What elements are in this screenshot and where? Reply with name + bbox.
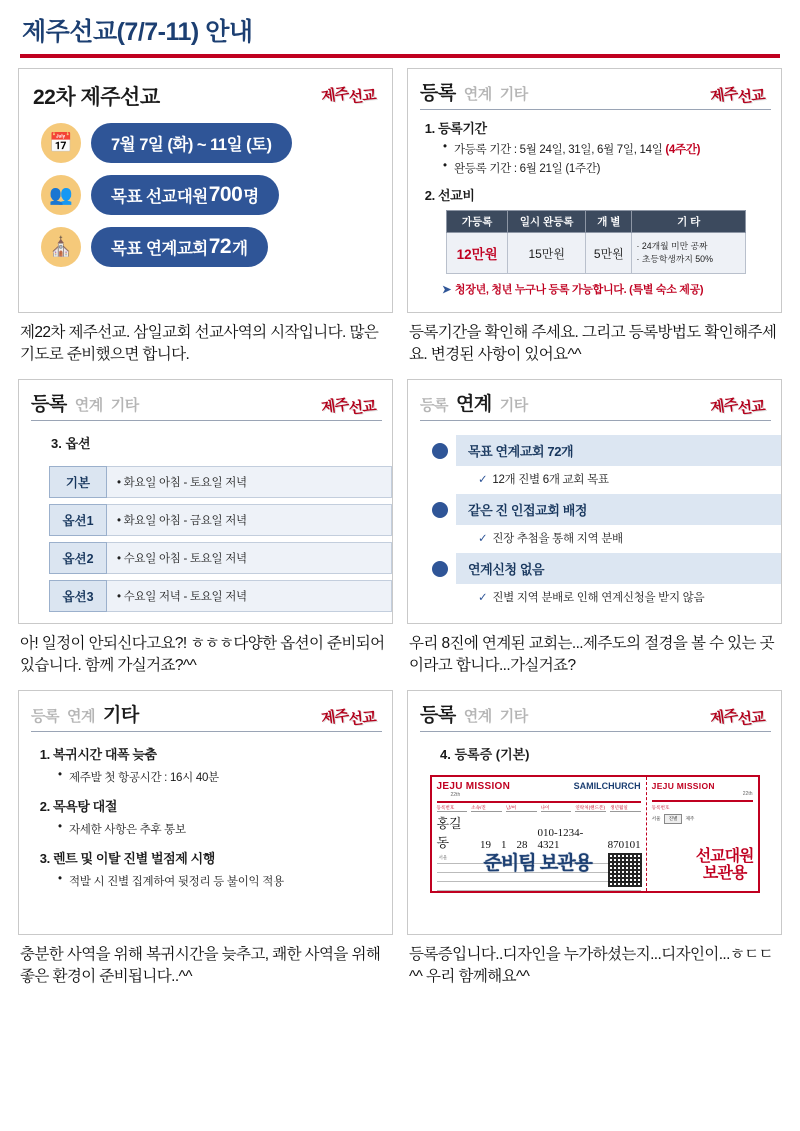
pill-members <box>91 175 279 215</box>
caption-6: 등록증입니다..디자인을 누가하셨는지...디자인이...ㅎㄷㄷ^^ 우리 함께해요^^ <box>409 946 773 985</box>
tab-registration[interactable]: 등록 <box>420 397 448 414</box>
logo-line2: 선교 <box>348 87 377 106</box>
option-key: 옵션2 <box>49 542 107 574</box>
option-value: • 화요일 아침 - 토요일 저녁 <box>107 466 392 498</box>
etc-list <box>19 744 392 889</box>
head-divider <box>31 731 382 732</box>
pill-members-pre: 목표 선교대원 <box>111 188 208 206</box>
head-divider <box>420 109 771 110</box>
option-row <box>49 466 392 498</box>
linkage-bar: 목표 연계교회 72개 <box>456 435 781 466</box>
page-title: 제주선교(7/7-11) 안내 <box>22 18 253 46</box>
bullet-dot-icon <box>432 443 448 459</box>
tab-linkage[interactable]: 연계 <box>66 708 95 725</box>
option-value: • 수요일 저녁 - 토요일 저녁 <box>107 580 392 612</box>
section-options-title: 3. 옵션 <box>51 436 91 451</box>
tab-registration[interactable]: 등록 <box>31 708 59 725</box>
head-divider <box>420 420 771 421</box>
list-item-period-label: 등록기간 <box>438 121 487 136</box>
card-brand-sub: 22th <box>450 792 461 798</box>
card-brand: JEJU MISSION <box>436 781 511 792</box>
id-card <box>430 775 760 893</box>
list-item: • 자세한 사항은 추후 통보 <box>69 821 392 837</box>
caption-4: 우리 8진에 연계된 교회는...제주도의 절경을 볼 수 있는 곳이라고 합니다...가실거죠? <box>409 635 774 674</box>
list-item: 3. 렌트 및 이탈 진별 벌점제 시행 • 적발 시 진별 집계하여 뒷정리 등 불이익 적용 <box>53 848 392 889</box>
list-item: • 제주발 첫 항공시간 : 16시 40분 <box>69 769 392 785</box>
arrow-icon: ➤ <box>442 284 451 296</box>
caption-2: 등록기간을 확인해 주세요. 그리고 등록방법도 확인해주세요. 변경된 사항이 있어요^^ <box>409 324 777 363</box>
slide-cell-3 <box>18 379 393 686</box>
table-header-row <box>447 211 746 233</box>
list-item: • 완등록 기간 : 6월 21일 (1주간) <box>454 160 781 176</box>
stamp-prep-team: 준비팀 보관용 <box>483 853 592 874</box>
option-key: 기본 <box>49 466 107 498</box>
linkage-sub: ✓ 12개 진별 6개 교회 목표 <box>478 474 609 486</box>
linkage-sub: ✓ 진별 지역 분배로 인해 연계신청을 받지 않음 <box>478 592 705 604</box>
list-item-period <box>438 118 781 176</box>
cell-etc-notes: · 24개월 미만 공짜 · 초등학생까지 50% <box>632 233 746 274</box>
calendar-icon: 📅 <box>41 123 81 163</box>
card-right-label: 등록번호 <box>651 804 670 810</box>
option-row <box>49 504 392 536</box>
card-church: SAMILCHURCH <box>573 781 641 791</box>
jeju-mission-logo-icon: 제주선교 <box>709 396 766 417</box>
slide-cell-1 <box>18 68 393 375</box>
tab-etc[interactable]: 기타 <box>110 397 139 414</box>
id-card-image <box>430 775 760 893</box>
pill-churches-pre: 목표 연계교회 <box>111 240 208 258</box>
cell-full-fee: 15만원 <box>508 233 586 274</box>
tab-registration[interactable]: 등록 <box>420 83 456 104</box>
pill-row-churches <box>41 227 392 267</box>
slide-id-card <box>407 690 782 935</box>
id-card-right <box>647 777 758 891</box>
list-item-fee <box>438 185 781 204</box>
slide5-head <box>19 691 392 727</box>
caption-3: 아! 일정이 안되신다고요?! ㅎㅎㅎ다양한 옵션이 준비되어 있습니다. 함께 가실거죠?^^ <box>20 635 385 674</box>
jeju-mission-logo-icon: 제주선교 <box>709 707 766 728</box>
card-right-chips: 서울 진별 제주 <box>652 814 753 824</box>
fee-note-text: 청장년, 청년 누구나 등록 가능합니다. (특별 숙소 제공) <box>454 284 704 296</box>
tab-etc[interactable]: 기타 <box>499 397 528 414</box>
sublist <box>53 821 392 837</box>
slide2-head <box>408 69 781 105</box>
jeju-mission-logo-icon: 제주선교 <box>320 707 377 728</box>
linkage-row <box>432 553 781 584</box>
slide-cell-6 <box>407 690 782 997</box>
sublist <box>53 873 392 889</box>
slides-grid <box>18 68 782 997</box>
slide4-head <box>408 380 781 416</box>
check-icon: ✓ <box>478 474 488 486</box>
slide1-title: 22차 제주선교 <box>33 86 160 109</box>
linkage-list <box>432 435 781 605</box>
pill-row-date <box>41 123 392 163</box>
option-row <box>49 580 392 612</box>
option-value: • 수요일 아침 - 토요일 저녁 <box>107 542 392 574</box>
jeju-mission-logo-icon <box>312 75 384 109</box>
linkage-bar: 같은 진 인접교회 배정 <box>456 494 781 525</box>
pill-date-label: 7월 7일 (화) ~ 11일 (토) <box>111 136 272 154</box>
list-item: 2. 목욕탕 대절 • 자세한 사항은 추후 통보 <box>53 796 392 837</box>
linkage-row <box>432 435 781 466</box>
option-key: 옵션1 <box>49 504 107 536</box>
card-divider <box>437 801 641 803</box>
list-item-fee-label: 선교비 <box>438 188 475 203</box>
slide-linkage <box>407 379 782 624</box>
id-card-left <box>432 777 647 891</box>
slide-options <box>18 379 393 624</box>
card-grid-lines: 서울 <box>437 855 641 891</box>
card-right-head <box>652 781 753 791</box>
card-handwriting: 홍길동 19 1 28 010-1234-4321 870101 <box>436 815 641 851</box>
card-right-brand-sub: 22th <box>742 791 753 797</box>
tab-etc[interactable]: 기타 <box>102 705 139 726</box>
table-row <box>447 233 746 274</box>
sublist <box>53 769 392 785</box>
col-pre: 가등록 <box>447 211 508 233</box>
tab-etc[interactable]: 기타 <box>499 86 528 103</box>
check-icon: ✓ <box>478 592 488 604</box>
fee-table <box>446 210 746 274</box>
head-divider <box>31 420 382 421</box>
jeju-mission-logo-icon: 제주선교 <box>709 85 766 106</box>
pill-row-members <box>41 175 392 215</box>
col-etc: 기 타 <box>632 211 746 233</box>
list-item: 1. 복귀시간 대폭 늦춤 • 제주발 첫 항공시간 : 16시 40분 <box>53 744 392 785</box>
tab-linkage[interactable]: 연계 <box>463 86 492 103</box>
tab-etc[interactable]: 기타 <box>499 708 528 725</box>
slide-cell-5 <box>18 690 393 997</box>
pill-date <box>91 123 292 163</box>
slide2-list <box>408 118 781 204</box>
bullet-dot-icon <box>432 561 448 577</box>
tab-registration[interactable]: 등록 <box>420 705 456 726</box>
tab-linkage[interactable]: 연계 <box>455 394 492 415</box>
slide6-head <box>408 691 781 727</box>
title-divider-red <box>20 54 780 58</box>
card-right-brand: JEJU MISSION <box>651 781 715 791</box>
tab-linkage[interactable]: 연계 <box>74 397 103 414</box>
caption-1: 제22차 제주선교. 삼일교회 선교사역의 시작입니다. 많은 기도로 준비했으면 합니다. <box>20 324 379 363</box>
linkage-row <box>432 494 781 525</box>
slide-registration-fee <box>407 68 782 313</box>
period-sublist <box>438 141 781 176</box>
card-right-divider <box>652 800 753 802</box>
people-icon: 👥 <box>41 175 81 215</box>
stamp-member-keep: 선교대원 보관용 <box>695 848 754 883</box>
option-key: 옵션3 <box>49 580 107 612</box>
pill-churches-number: 72 <box>208 235 232 258</box>
slide-etc <box>18 690 393 935</box>
pill-churches <box>91 227 268 267</box>
linkage-bar: 연계신청 없음 <box>456 553 781 584</box>
head-divider <box>420 731 771 732</box>
options-list <box>49 466 392 612</box>
bullet-dot-icon <box>432 502 448 518</box>
col-full: 일시 완등록 <box>508 211 586 233</box>
option-value: • 화요일 아침 - 금요일 저녁 <box>107 504 392 536</box>
list-item: • 가등록 기간 : 5월 24일, 31일, 6월 7일, 14일 (4주간) <box>454 141 781 157</box>
tab-linkage[interactable]: 연계 <box>463 708 492 725</box>
church-icon: ⛪ <box>41 227 81 267</box>
slide-22nd-mission <box>18 68 393 313</box>
col-individual: 개 별 <box>586 211 632 233</box>
jeju-mission-logo-icon: 제주선교 <box>320 396 377 417</box>
fee-note <box>442 281 781 297</box>
linkage-sub: ✓ 진장 추첨을 통해 지역 분배 <box>478 533 623 545</box>
option-row <box>49 542 392 574</box>
pill-members-number: 700 <box>208 183 243 206</box>
slide-cell-2 <box>407 68 782 375</box>
pill-churches-post: 개 <box>232 240 248 258</box>
pill-members-post: 명 <box>243 188 259 206</box>
caption-5: 충분한 사역을 위해 복귀시간을 늦추고, 쾌한 사역을 위해 좋은 환경이 준비됩니다..^^ <box>20 946 381 985</box>
cell-pre-fee: 12만원 <box>447 233 508 274</box>
slide-cell-4 <box>407 379 782 686</box>
logo-line1: 제주 <box>320 85 350 106</box>
slide3-head <box>19 380 392 416</box>
cell-individual-fee: 5만원 <box>586 233 632 274</box>
tab-registration[interactable]: 등록 <box>31 394 67 415</box>
list-item: • 적발 시 진별 집계하여 뒷정리 등 불이익 적용 <box>69 873 392 889</box>
check-icon: ✓ <box>478 533 488 545</box>
card-field-labels: 등록번호 소속/진 남/여 나이 연락처(핸드폰) 생년월일 <box>437 805 641 812</box>
qr-code-icon <box>608 853 642 887</box>
section-idcard-title: 4. 등록증 (기본) <box>440 747 530 762</box>
